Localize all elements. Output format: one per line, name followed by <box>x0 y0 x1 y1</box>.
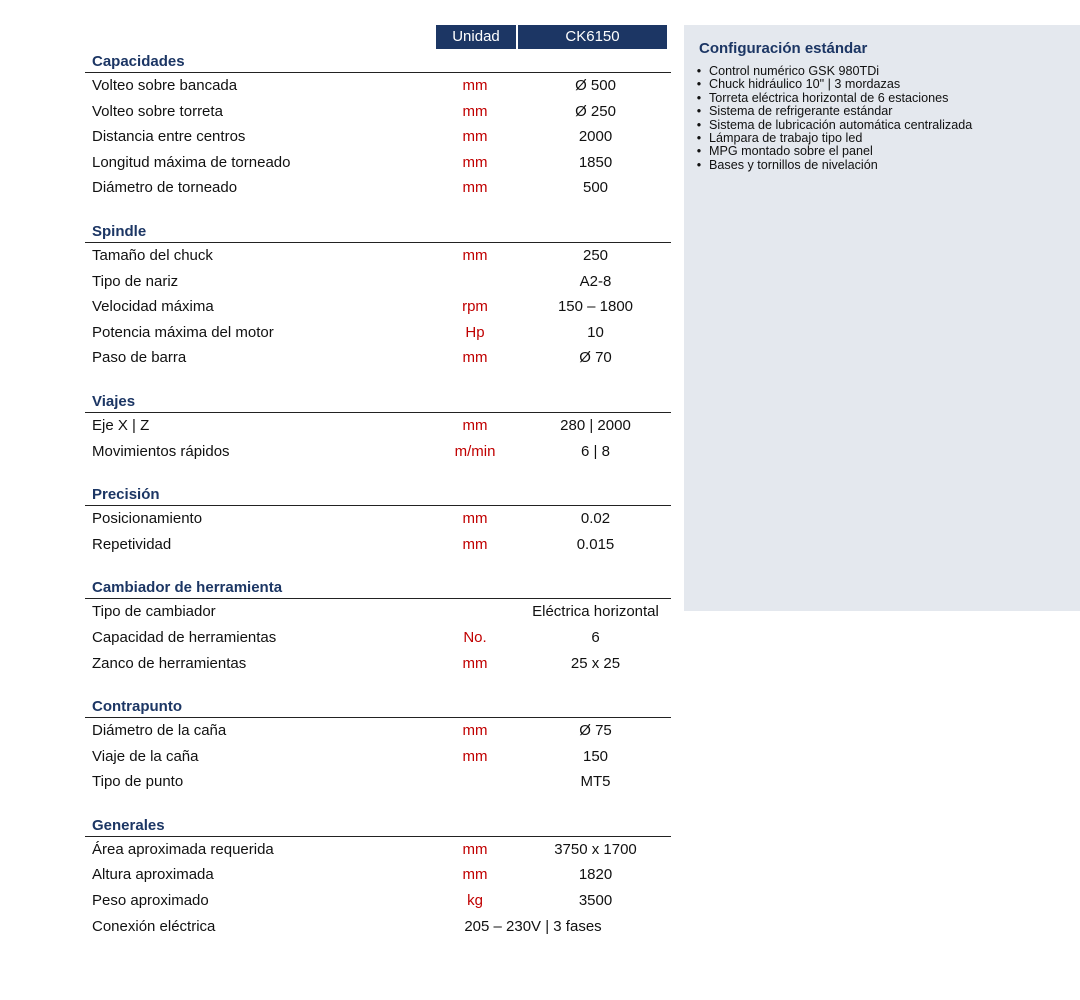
spec-row <box>85 439 671 465</box>
spec-row <box>85 651 671 677</box>
spec-value: 0.02 <box>580 510 611 528</box>
standard-config-item <box>689 145 972 158</box>
spec-row <box>85 150 671 176</box>
spec-row <box>85 269 671 295</box>
section-title: Generales <box>85 815 671 837</box>
spec-label: Volteo sobre bancada <box>92 77 238 94</box>
standard-config-item-text: Chuck hidráulico 10" | 3 mordazas <box>709 77 901 92</box>
spec-label: Diámetro de la caña <box>92 722 227 740</box>
spec-unit: mm <box>462 349 488 367</box>
spec-value: 6 | 8 <box>581 442 610 460</box>
spec-label: Tipo de punto <box>92 773 184 791</box>
bullet-icon: • <box>696 131 702 146</box>
spec-unit: mm <box>462 416 488 434</box>
section-gap <box>85 464 671 484</box>
spec-row <box>85 243 671 269</box>
spec-value: 500 <box>582 179 609 197</box>
spec-unit: mm <box>462 128 488 146</box>
spec-label: Potencia máxima del motor <box>92 323 274 341</box>
spec-row <box>85 718 671 744</box>
spec-row <box>85 532 671 558</box>
bullet-icon: • <box>696 144 702 159</box>
standard-config-item-text: MPG montado sobre el panel <box>709 144 873 159</box>
spec-label: Tipo de nariz <box>92 272 179 290</box>
spec-value: Ø 500 <box>575 77 616 94</box>
spec-value: 1820 <box>578 866 613 884</box>
spec-row <box>85 506 671 532</box>
section-title: Viajes <box>85 391 671 413</box>
spec-label: Tamaño del chuck <box>92 246 213 264</box>
spec-row <box>85 837 671 863</box>
unit-column-header: Unidad <box>436 25 516 49</box>
spec-value: 3750 x 1700 <box>554 840 637 858</box>
bullet-icon: • <box>696 64 702 78</box>
bullet-icon: • <box>696 104 702 119</box>
model-column-header: CK6150 <box>518 25 667 49</box>
bullet-icon: • <box>696 90 702 105</box>
spec-value: Ø 70 <box>579 349 612 367</box>
spec-unit: No. <box>463 628 487 646</box>
spec-unit: m/min <box>454 442 496 460</box>
spec-label: Distancia entre centros <box>92 128 246 146</box>
spec-row <box>85 862 671 888</box>
section-title: Capacidades <box>85 51 671 73</box>
spec-label: Eje X | Z <box>92 416 150 434</box>
spec-value: 150 – 1800 <box>557 298 634 316</box>
spec-unit: kg <box>467 892 483 910</box>
spec-row <box>85 124 671 150</box>
spec-label: Diámetro de torneado <box>92 179 238 197</box>
spec-value: Eléctrica horizontal <box>532 603 659 621</box>
spec-label: Capacidad de herramientas <box>92 628 277 646</box>
spec-value: 0.015 <box>576 535 615 553</box>
section-title: Precisión <box>85 484 671 506</box>
section-title: Contrapunto <box>85 696 671 718</box>
spec-value: 10 <box>587 323 604 341</box>
spec-unit: mm <box>462 535 488 553</box>
spec-unit: mm <box>462 654 488 672</box>
spec-value: 150 <box>582 747 609 765</box>
section-gap <box>85 201 671 221</box>
spec-row <box>85 769 671 795</box>
spec-row <box>85 294 671 320</box>
spec-value: 205 – 230V | 3 fases <box>464 917 602 935</box>
spec-value: A2-8 <box>579 272 612 290</box>
spec-unit: mm <box>462 153 488 171</box>
section-gap <box>85 795 671 815</box>
standard-config-item <box>689 159 972 172</box>
section-gap <box>85 676 671 696</box>
spec-label: Posicionamiento <box>92 510 203 528</box>
spec-row <box>85 345 671 371</box>
spec-value: 280 | 2000 <box>560 416 631 434</box>
spec-row <box>85 914 671 940</box>
spec-unit: Hp <box>465 323 485 341</box>
spec-label: Tipo de cambiador <box>92 603 216 621</box>
spec-label: Movimientos rápidos <box>92 442 230 460</box>
standard-config-item-text: Sistema de lubricación automática centralizada <box>709 117 973 132</box>
bullet-icon: • <box>696 117 702 132</box>
standard-config-item <box>689 105 972 118</box>
spec-unit: mm <box>462 246 488 264</box>
standard-config-item-text: Torreta eléctrica horizontal de 6 estaciones <box>709 90 949 105</box>
spec-label: Peso aproximado <box>92 892 209 910</box>
spec-value: 25 x 25 <box>570 654 621 672</box>
standard-config-item-text: Lámpara de trabajo tipo led <box>709 131 863 146</box>
spec-value: 250 <box>582 246 609 264</box>
bullet-icon: • <box>696 77 702 92</box>
standard-config-list <box>689 65 972 172</box>
spec-row <box>85 888 671 914</box>
section-title: Spindle <box>85 221 671 243</box>
spec-row <box>85 413 671 439</box>
spec-value: Ø 250 <box>575 102 616 120</box>
spec-value: 2000 <box>578 128 613 146</box>
section-gap <box>85 371 671 391</box>
spec-label: Longitud máxima de torneado <box>92 153 291 171</box>
spec-row <box>85 599 671 625</box>
spec-label: Paso de barra <box>92 349 187 367</box>
spec-value: 6 <box>591 628 600 646</box>
spec-label: Viaje de la caña <box>92 747 199 765</box>
standard-config-item-text: Bases y tornillos de nivelación <box>709 157 878 172</box>
spec-label: Volteo sobre torreta <box>92 102 223 120</box>
spec-row <box>85 73 671 99</box>
spec-row <box>85 625 671 651</box>
spec-unit: mm <box>462 179 488 197</box>
spec-label: Velocidad máxima <box>92 298 214 316</box>
section-title: Cambiador de herramienta <box>85 577 671 599</box>
spec-unit: mm <box>462 510 488 528</box>
standard-config-panel <box>684 25 1080 611</box>
section-gap <box>85 557 671 577</box>
spec-table <box>85 51 671 939</box>
spec-label: Conexión eléctrica <box>92 917 216 935</box>
spec-row <box>85 320 671 346</box>
spec-label: Repetividad <box>92 535 172 553</box>
standard-config-item-text: Sistema de refrigerante estándar <box>709 104 893 119</box>
spec-unit: mm <box>462 840 488 858</box>
spec-unit: mm <box>462 102 488 120</box>
spec-unit: mm <box>462 747 488 765</box>
spec-row <box>85 175 671 201</box>
spec-value: 1850 <box>578 153 613 171</box>
spec-label: Zanco de herramientas <box>92 654 247 672</box>
standard-config-item-text: Control numérico GSK 980TDi <box>709 64 880 78</box>
standard-config-item <box>689 132 972 145</box>
standard-config-item <box>689 119 972 132</box>
spec-label: Altura aproximada <box>92 866 214 884</box>
spec-unit: mm <box>462 722 488 740</box>
standard-config-item <box>689 78 972 91</box>
spec-row <box>85 99 671 125</box>
spec-unit: mm <box>462 77 488 94</box>
spec-unit: rpm <box>462 298 488 316</box>
spec-label: Área aproximada requerida <box>92 840 274 858</box>
spec-row <box>85 744 671 770</box>
bullet-icon: • <box>696 157 702 172</box>
spec-unit: mm <box>462 866 488 884</box>
standard-config-title: Configuración estándar <box>699 40 868 57</box>
spec-value: 3500 <box>578 892 613 910</box>
spec-value: MT5 <box>580 773 611 791</box>
standard-config-item <box>689 92 972 105</box>
standard-config-item <box>689 65 972 78</box>
spec-value: Ø 75 <box>579 722 612 740</box>
